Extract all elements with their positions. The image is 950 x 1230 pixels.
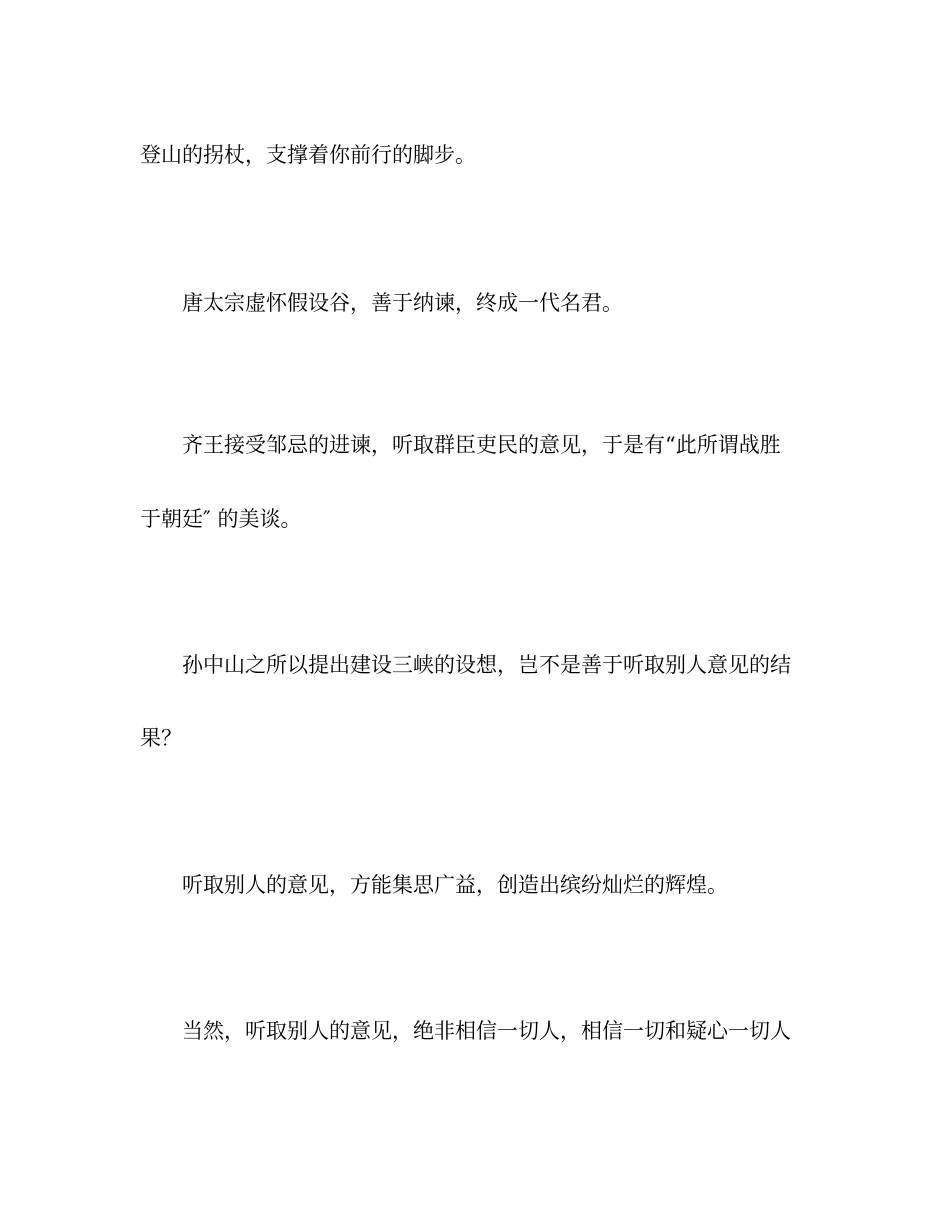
paragraph-3-line-2: 于朝廷″ 的美谈。 — [140, 507, 302, 531]
paragraph-4-line-2: 果？ — [140, 726, 182, 750]
paragraph-1-line-1: 登山的拐杖，支撑着你前行的脚步。 — [140, 143, 476, 167]
paragraph-2-line-1: 唐太宗虚怀假设谷，善于纳谏，终成一代名君。 — [182, 291, 623, 315]
paragraph-6-line-1: 当然，听取别人的意见，绝非相信一切人，相信一切和疑心一切人 — [182, 1019, 791, 1043]
paragraph-3-line-1: 齐王接受邹忌的进谏，听取群臣吏民的意见，于是有“此所谓战胜 — [182, 433, 781, 457]
paragraph-4-line-1: 孙中山之所以提出建设三峡的设想，岂不是善于听取别人意见的结 — [182, 653, 791, 677]
paragraph-5-line-1: 听取别人的意见，方能集思广益，创造出缤纷灿烂的辉煌。 — [182, 873, 728, 897]
